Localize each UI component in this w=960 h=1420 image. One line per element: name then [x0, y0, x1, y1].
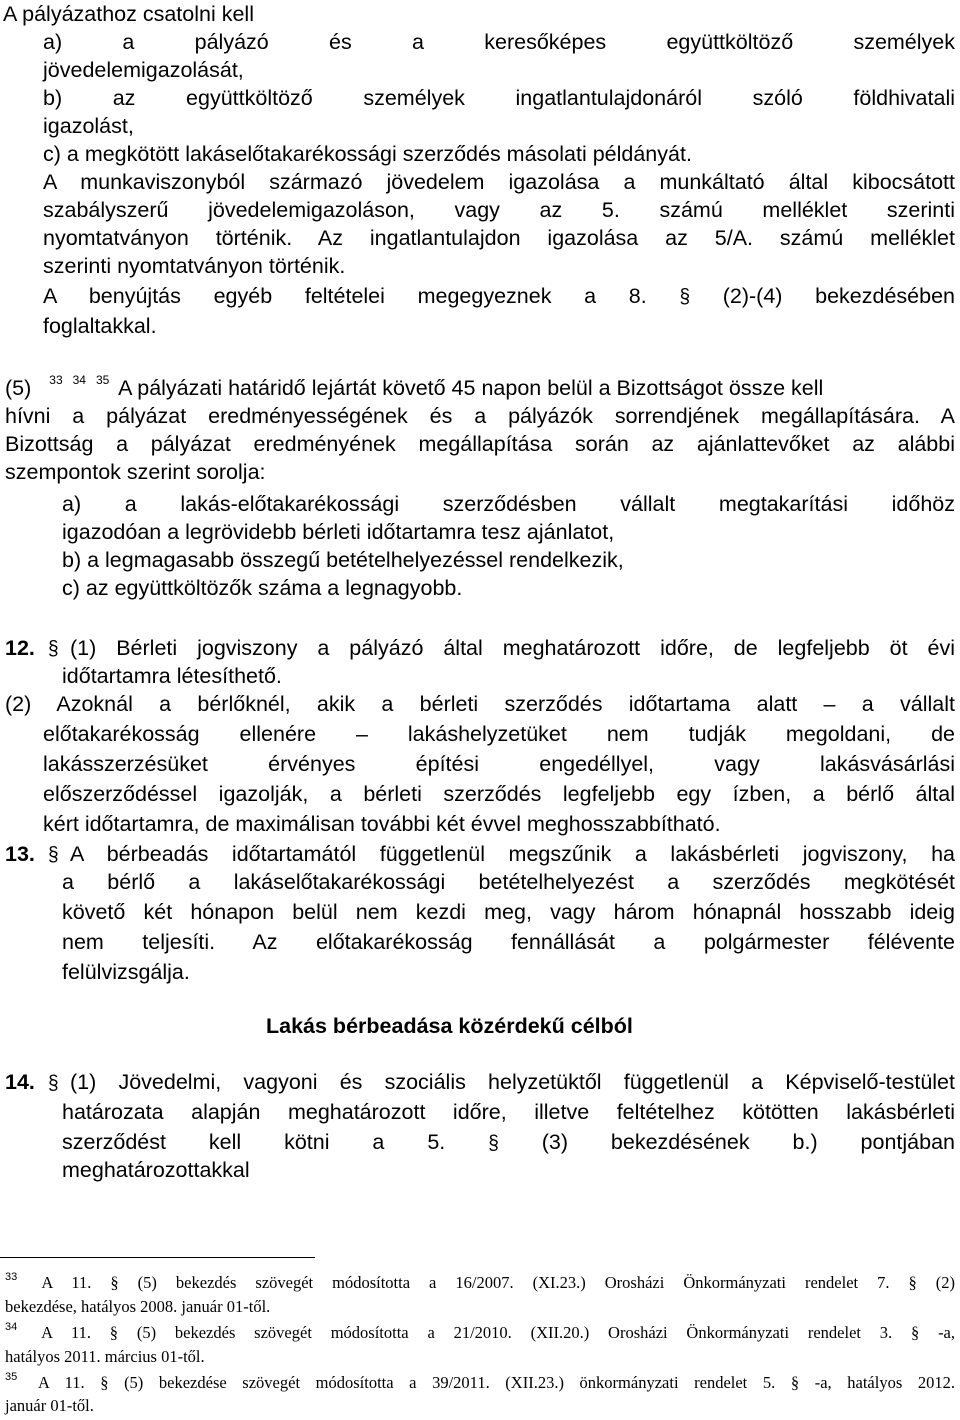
list-item-a-cont: jövedelemigazolását, [43, 58, 244, 82]
section-sign: § [110, 1273, 119, 1292]
section-heading: Lakás bérbeadása közérdekű célból [266, 1014, 633, 1038]
paragraph-line [43, 282, 955, 312]
paragraph-line: kért időtartamra, de maximálisan további két évvel meghosszabbítható. [43, 812, 721, 836]
footnote-number: 33 [5, 1271, 18, 1283]
footnote-ref[interactable]: 34 [72, 373, 86, 387]
paragraph-line: hívni a pályázat eredményességének és a pályázók sorrendjének megállapítására. A [5, 404, 955, 428]
footnote-34-cont: hatályos 2011. március 01-től. [5, 1347, 205, 1366]
text-span: A 11. [37, 1373, 85, 1392]
text-span: A benyújtás egyéb feltételei megegyeznek a 8. [43, 284, 647, 308]
paragraph-line: nem teljesíti. Az előtakarékosság fennállását a polgármester félévente [62, 930, 955, 954]
footnote-ref[interactable]: 35 [95, 373, 110, 387]
footnote-number: 35 [5, 1371, 18, 1383]
paragraph-line: foglaltakkal. [43, 314, 157, 338]
footnote-35-cont: január 01-től. [5, 1396, 94, 1415]
paragraph-line: Bizottság a pályázat eredményének megállapítása során az ajánlattevőket az alábbi [5, 432, 955, 456]
section-sign-glyph: § [48, 844, 59, 867]
section-sign: § [100, 1373, 109, 1392]
paragraph-line: követő két hónapon belül nem kezdi meg, vagy három hónapnál hosszabb ideig [62, 900, 955, 924]
footnote-separator [0, 1257, 315, 1258]
paragraph-line: lakásszerzésüket érvényes építési engedéllyel, vagy lakásvásárlási [43, 752, 955, 776]
footnote-33-cont: bekezdése, hatályos 2008. január 01-től. [5, 1297, 271, 1316]
section-sign: § [908, 1273, 917, 1292]
section-sign-glyph: § [48, 638, 59, 661]
section-number: 12. [5, 636, 35, 660]
text-span: (5) bekezdés szövegét módosította a 21/2010. (XII.20.) Orosházi Önkormányzati rendelet 3. [136, 1323, 893, 1342]
footnote-33 [5, 1272, 955, 1296]
text-span: A 11. [41, 1323, 91, 1342]
paragraph-line: (1) Jövedelmi, vagyoni és szociális helyzetüktől függetlenül a Képviselő-testület [70, 1070, 955, 1094]
paragraph-line: a bérlő a lakáselőtakarékossági betételhelyezést a szerződés megkötését [62, 870, 955, 894]
text-span: -a, [938, 1323, 956, 1342]
section-sign-glyph: § [48, 1072, 59, 1095]
paragraph-number: (5) [5, 376, 32, 400]
section-sign [48, 1068, 59, 1098]
text-span: A pályázati határidő lejártát követő 45 napon belül a Bizottságot össze kell [118, 376, 824, 400]
paragraph-line: meghatározottakkal [62, 1158, 250, 1182]
section-sign [48, 634, 59, 664]
list-item-a: a) a lakás-előtakarékossági szerződésben vállalt megtakarítási időhöz [62, 492, 955, 516]
text-span: (5) bekezdés szövegét módosította a 16/2007. (XI.23.) Orosházi Önkormányzati rendelet 7. [137, 1273, 890, 1292]
text-span: (2)-(4) bekezdésében [722, 284, 956, 308]
list-item-a: a) a pályázó és a keresőképes együttköltöző személyek [43, 30, 955, 54]
paragraph-line: A munkaviszonyból származó jövedelem igazolása a munkáltató által kibocsátott [43, 170, 955, 194]
footnote-number: 34 [5, 1321, 18, 1333]
list-item-a-cont: igazodóan a legrövidebb bérleti időtartamra tesz ajánlatot, [62, 520, 615, 544]
paragraph-line: nyomtatványon történik. Az ingatlantulajdon igazolása az 5/A. számú melléklet [43, 226, 955, 250]
footnote-35 [5, 1372, 955, 1396]
paragraph-line: előtakarékosság ellenére – lakáshelyzetüket nem tudják megoldani, de [43, 722, 955, 746]
text-span: (5) bekezdése szövegét módosította a 39/2011. (XII.23.) önkormányzati rendelet 5. [124, 1373, 776, 1392]
list-item-c: c) az együttköltözők száma a legnagyobb. [62, 576, 463, 600]
paragraph-line: (1) Bérleti jogviszony a pályázó által meghatározott időre, de legfeljebb öt évi [70, 636, 955, 660]
section-sign: § [790, 1373, 800, 1392]
list-item-b: b) a legmagasabb összegű betételhelyezéssel rendelkezik, [62, 548, 624, 572]
paragraph-line: szabályszerű jövedelemigazoláson, vagy az 5. számú melléklet szerinti [43, 198, 955, 222]
paragraph-line [5, 374, 823, 405]
section-sign: § [911, 1323, 920, 1342]
paragraph-line: időtartamra létesíthető. [62, 664, 282, 688]
text-span: A 11. [41, 1273, 92, 1292]
section-sign: § [679, 286, 691, 309]
text-span: (2) [935, 1273, 956, 1292]
section-number: 14. [5, 1070, 35, 1094]
paragraph-line: határozata alapján meghatározott időre, illetve feltételhez kötötten lakásbérleti [62, 1100, 955, 1124]
footnote-34 [5, 1322, 955, 1346]
list-item-b-cont: igazolást, [43, 114, 134, 138]
paragraph-line: előszerződéssel igazolják, a bérleti szerződés legfeljebb egy ízben, a bérlő által [43, 782, 955, 806]
paragraph-line: szerinti nyomtatványon történik. [43, 254, 346, 278]
section-sign: § [109, 1323, 119, 1342]
text-span: szerződést kell kötni a 5. [62, 1130, 446, 1154]
list-item-c: c) a megkötött lakáselőtakarékossági szerződés másolati példányát. [43, 142, 692, 166]
text-span: -a, hatályos 2012. [814, 1373, 955, 1392]
section-number: 13. [5, 842, 35, 866]
section-sign [48, 840, 59, 870]
paragraph-line: A bérbeadás időtartamától függetlenül megszűnik a lakásbérleti jogviszony, ha [70, 842, 955, 866]
paragraph-line: szempontok szerint sorolja: [5, 460, 266, 484]
text-span: (3) bekezdésének b.) pontjában [541, 1130, 955, 1154]
paragraph-line [62, 1128, 955, 1158]
section-sign: § [488, 1132, 499, 1155]
paragraph-line: felülvizsgálja. [62, 960, 190, 984]
footnote-ref[interactable]: 33 [49, 373, 63, 387]
list-item-b: b) az együttköltöző személyek ingatlantulajdonáról szóló földhivatali [43, 86, 955, 110]
intro-line: A pályázathoz csatolni kell [3, 2, 254, 26]
paragraph-line: (2) Azoknál a bérlőknél, akik a bérleti szerződés időtartama alatt – a vállalt [5, 692, 955, 716]
